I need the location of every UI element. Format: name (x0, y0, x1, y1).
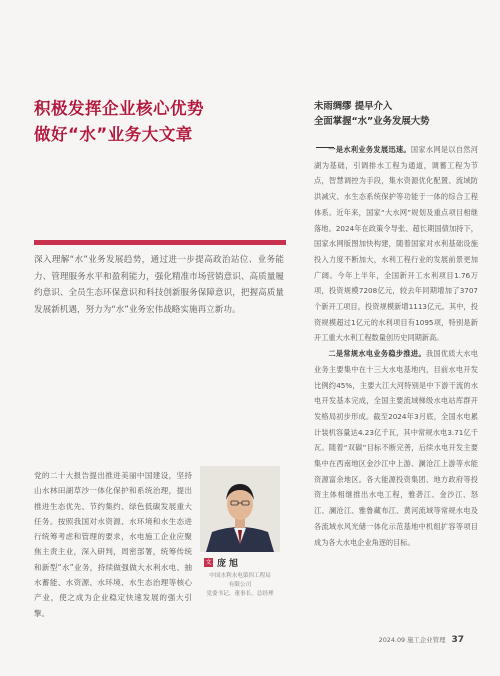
page-footer (379, 635, 464, 645)
accent-rule (34, 240, 286, 245)
paragraph-1-text: 国家水网是以自然河湖为基础，引调排水工程为通道，调蓄工程为节点，智慧调控为手段，集水资源优化配置、流域防洪减灾、水生态系统保护等功能于一体的综合工程体系。近年来，国家“大水网”规划及重点项目相继落地。2024年在政策令导张、超长期国债加持下，国家水网版图加快构建，随着国家对水利基础设施投入力度不断加大，水利工程行业的发展前景更加广阔。今年上半年，全国新开工水利项目1.76万项，投资规模7208亿元，较去年同期增加了3707个新开工项目，投资规模新增1113亿元。其中，投资规模超过1亿元的水利项目有1095项，特别是新开工重大水利工程数量创历史同期新高。 (314, 145, 478, 343)
author-profile (200, 466, 280, 599)
author-role (200, 572, 280, 599)
paragraph-1-lead: 一是水利业务发展迅速。 (328, 145, 411, 154)
section-heading-line-2: 全面掌握“水”业务发展大势 (314, 116, 430, 127)
page-number: 37 (451, 635, 464, 645)
author-photo (200, 466, 280, 552)
issue-label: 2024.09 施工企业管理 (378, 636, 446, 644)
author-name-row (200, 556, 280, 569)
intro-paragraph: 党的二十大报告提出推进美丽中国建设，坚持山水林田湖草沙一体化保护和系统治理，提出推进生态优先、节约集约、绿色低碳发展重大任务。按照我国对水资源、水环境和水生态进行统筹考虑和管理的要求，水电施工企业应聚焦主责主业，深入研判，周密部署，统筹传统和新型“水”业务，持续做强做大水利水电、抽水蓄能、水资源、水环境、水生态治理等核心产业，使之成为企业稳定快速发展的强大引擎。 (34, 471, 192, 618)
title-line-2: 做好“水”业务大文章 (34, 125, 193, 144)
lead-paragraph: 深入理解“水”业务发展趋势，通过进一步提高政治站位、业务能力、管理服务水平和盈利能力，强化精准市场营销意识、高质量履约意识、全员生态环保意识和科技创新服务保障意识，把握高质量发展新机遇，努力为“水”业务宏伟战略实施再立新功。 (34, 255, 284, 315)
body-text (314, 142, 478, 550)
byline-tag: 文 (205, 559, 212, 566)
author-role-line-2: 有限公司 (228, 582, 252, 588)
paragraph-2-text: 我国优质大水电业务主要集中在十三大水电基地内，目前水电开发比例约45%，主要大江大河特别是中下游干流的水电开发基本完成，全国主要流域梯级水电站库群开发格局初步形成。截至2024年3月底，全国水电累计装机容量达4.23亿千瓦，其中常规水电3.71亿千瓦。随着“双碳”目标不断完善，后续水电开发主要集中在西南地区金沙江中上游、澜沧江上游等水能资源富余地区。各大能源投资集团、地方政府等投资主体相继推出水电工程，雅砻江、金沙江、怒江、澜沧江、雅鲁藏布江、黄河流域等常规水电及各流域水风光储一体化示范基地中机组扩容等项目成为各大水电企业角逐的目标。 (314, 349, 478, 547)
title-line-1: 积极发挥企业核心优势 (34, 99, 204, 118)
paragraph-1 (314, 142, 478, 346)
author-role-line-3: 党委书记、董事长、总经理 (206, 591, 274, 597)
section-heading-line-1: 未雨绸缪 提早介入 (314, 101, 393, 112)
article-title (34, 96, 274, 148)
author-role-line-1: 中国水利水电第四工程局 (209, 573, 271, 579)
author-name: 庞旭 (217, 559, 242, 569)
paragraph-2 (314, 346, 478, 550)
paragraph-2-lead: 二是常规水电业务稳步推进。 (328, 349, 426, 359)
